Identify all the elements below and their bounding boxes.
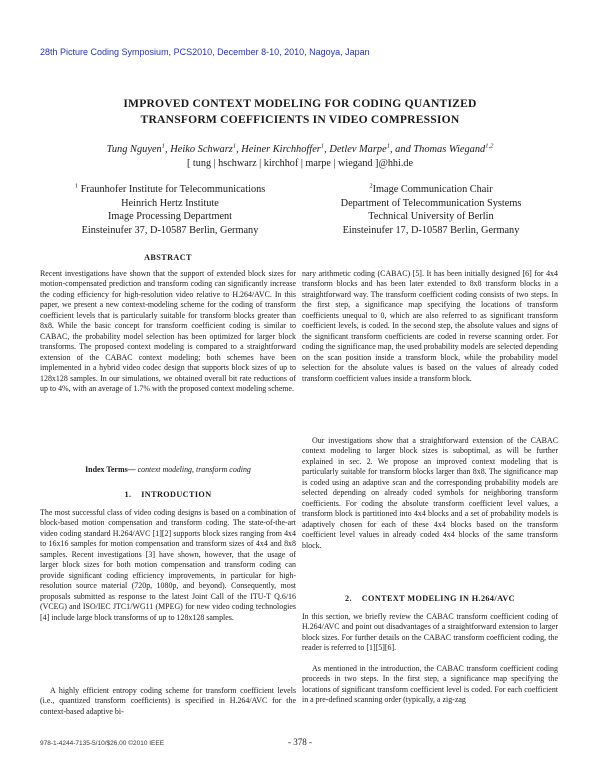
affiliation-line: Heinrich Hertz Institute <box>121 197 219 209</box>
author-sep: , <box>324 144 330 155</box>
affiliation-mark: 2 <box>369 182 373 190</box>
conference-header: 28th Picture Coding Symposium, PCS2010, December 8-10, 2010, Nagoya, Japan <box>40 47 370 57</box>
intro-paragraph-1: The most successful class of video coding designs is based on a combination of block-based motion compensation and transform coding. The state-of-the-art video coding standard H.264/AVC [1][2] supports block sizes ranging from 4x4 to 16x16 samples for motion compensation and transform sizes of 4x4 and 8x8 samples. Recent investigations [3] have shown, however, that the usage of larger block sizes for both motion compensation and transform coding can provide significant coding efficiency improvements, in particular for high-resolution source material (720p, 1080p, and beyond). Consequently, most proposals submitted as response to the latest Joint Call of the ITU-T Q.6/16 (VCEG) and ISO/IEC JTC1/WG11 (MPEG) for new video coding technologies [4] include large block transforms of up to 128x128 samples. <box>40 508 296 622</box>
copyright-footer: 978-1-4244-7135-5/10/$26.00 ©2010 IEEE <box>40 740 165 747</box>
section-2-paragraph-1: In this section, we briefly review the CABAC transform coefficient coding of H.264/AVC and point out disadvantages of a straightforward extension to larger block sizes. For further details on the CABAC transform coefficient coding, the reader is referred to [1][5][6]. <box>302 612 558 653</box>
affiliation-mark: 1 <box>74 182 78 190</box>
index-terms <box>40 465 296 474</box>
abstract-heading: ABSTRACT <box>144 253 192 262</box>
title-line-2: TRANSFORM COEFFICIENTS IN VIDEO COMPRESSION <box>140 113 460 126</box>
author-affil-mark: 1 <box>232 142 237 150</box>
affiliation-right <box>301 183 561 237</box>
author-name: Heiner Kirchhoffer <box>241 144 321 155</box>
intro-paragraph-2: A highly efficient entropy coding scheme for transform coefficient levels (i.e., quantized transform coefficients) is specified in H.264/AVC for the context-based adaptive bi- <box>40 686 296 716</box>
section-2-heading: 2. CONTEXT MODELING IN H.264/AVC <box>345 594 515 603</box>
index-terms-value: context modeling, transform coding <box>137 465 251 474</box>
affiliation-left <box>40 183 300 237</box>
affiliation-line: Fraunhofer Institute for Telecommunications <box>80 184 266 195</box>
section-1-heading: 1. INTRODUCTION <box>124 490 212 499</box>
paper-title <box>0 96 600 128</box>
author-emails: [ tung | hschwarz | kirchhof | marpe | wiegand ]@hhi.de <box>186 158 414 169</box>
page-number: - 378 - <box>288 737 312 747</box>
title-line-1: IMPROVED CONTEXT MODELING FOR CODING QUANTIZED <box>123 97 477 110</box>
author-list <box>0 143 600 157</box>
affiliation-line: Image Communication Chair <box>372 184 493 195</box>
affiliation-line: Department of Telecommunication Systems <box>340 197 522 209</box>
author-name: Heiko Schwarz <box>170 144 233 155</box>
intro-paragraph-3: Our investigations show that a straightforward extension of the CABAC context modeling to larger block sizes is suboptimal, as will be further explained in sec. 2. We propose an improved context modeling that is particularly suitable for transform blocks larger than 8x8. The significance map is coded using an adaptive scan and the corresponding probability models are selected depending on already coded symbols for neighboring transform coefficients. For coding the absolute transform coefficient level values, a transform block is partitioned into 4x4 blocks and a set of probability models is adaptively chosen for each of these 4x4 blocks based on the transform coefficient level values in already coded 4x4 blocks of the same transform block. <box>302 436 558 550</box>
author-sep: , and <box>389 144 414 155</box>
affiliation-line: Einsteinufer 37, D-10587 Berlin, Germany <box>81 224 259 236</box>
author-name: Thomas Wiegand <box>413 144 486 155</box>
author-affil-mark: 1,2 <box>485 142 494 150</box>
abstract-text: Recent investigations have shown that the support of extended block sizes for motion-compensated prediction and transform coding can significantly increase the coding efficiency for high-resolution video relative to H.264/AVC. In this paper, we present a new context-modeling scheme for the coding of transform coefficient levels that is particularly suitable for transform blocks greater than 8x8. While the basic concept for transform coefficient coding is similar to CABAC, the probability model selection has been optimized for larger block transforms. The proposed context modeling is compared to a straightforward extension of the CABAC context modeling; both schemes have been implemented in a hybrid video codec design that supports block sizes of up to 128x128 samples. In our simulations, we obtained overall bit rate reductions of up to 4%, with an average of 1.7% with the proposed context modeling scheme. <box>40 269 296 393</box>
author-affil-mark: 1 <box>161 142 166 150</box>
affiliation-line: Image Processing Department <box>107 211 233 222</box>
section-2-paragraph-2: As mentioned in the introduction, the CABAC transform coefficient coding proceeds in two steps. In the first step, a significance map specifying the locations of significant transform coefficient level is coded. For each coefficient in a pre-defined scanning order (typically, a zig-zag <box>302 664 558 705</box>
author-sep: , <box>236 144 242 155</box>
author-name: Detlev Marpe <box>329 144 387 155</box>
author-name: Tung Nguyen <box>106 144 162 155</box>
author-affil-mark: 1 <box>320 142 325 150</box>
index-terms-label: Index Terms— <box>85 465 136 474</box>
author-sep: , <box>165 144 171 155</box>
author-affil-mark: 1 <box>386 142 390 150</box>
affiliation-line: Einsteinufer 17, D-10587 Berlin, Germany <box>342 224 520 236</box>
affiliation-line: Technical University of Berlin <box>368 211 494 222</box>
intro-continued-paragraph: nary arithmetic coding (CABAC) [5]. It has been initially designed [6] for 4x4 transform blocks and has been later extended to 8x8 transform blocks in a straightforward way. The transform coefficient coding consists of two steps. In the first step, a significance map specifying the locations of transform coefficients unequal to 0, which are also referred to as significant transform coefficient levels, is coded. In the second step, the absolute values and signs of the significant transform coefficients are coded in reverse scanning order. For coding the significance map, the used probability models are selected depending on the scan position inside a transform block, while the probability model selection for the absolute values is based on the values of already coded transform coefficient values inside a transform block. <box>302 269 558 383</box>
